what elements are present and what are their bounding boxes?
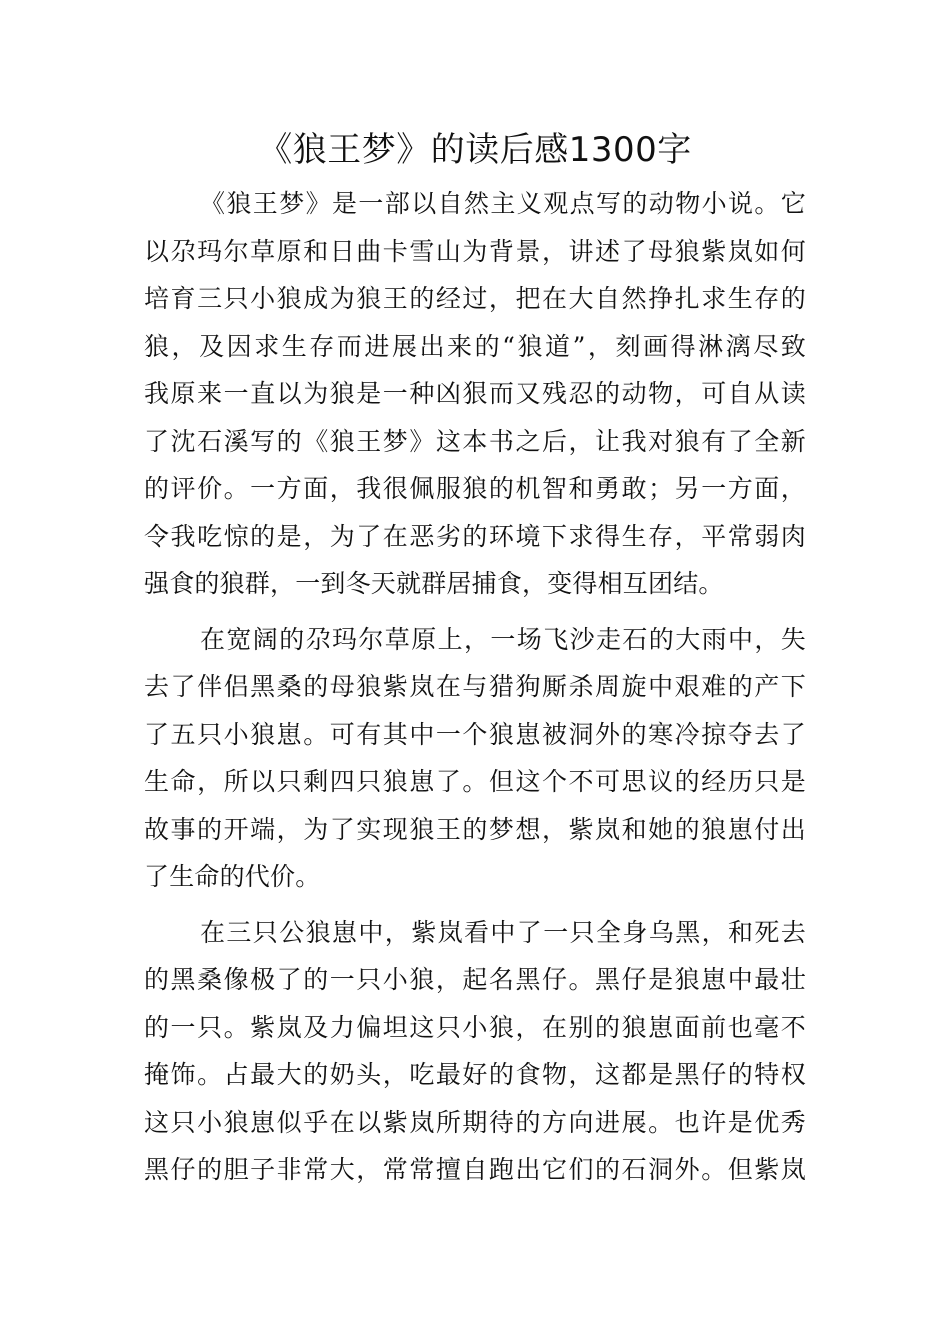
paragraph-1-line-9: 强食的狼群，一到冬天就群居捕食，变得相互团结。 — [144, 569, 724, 598]
document-body — [144, 180, 806, 1194]
paragraph-1-line-5: 我原来一直以为狼是一种凶狠而又残忍的动物，可自从读 — [144, 379, 806, 408]
paragraph-3-line-3: 的一只。紫岚及力偏坦这只小狼，在别的狼崽面前也毫不 — [144, 1012, 806, 1042]
paragraph-3-line-2: 的黑桑像极了的一只小狼，起名黑仔。黑仔是狼崽中最壮 — [144, 965, 806, 994]
paragraph-1-line-8: 令我吃惊的是，为了在恶劣的环境下求得生存，平常弱肉 — [144, 521, 806, 551]
paragraph-2-line-2: 去了伴侣黑桑的母狼紫岚在与猎狗厮杀周旋中艰难的产下 — [144, 672, 806, 701]
paragraph-3-line-6: 黑仔的胆子非常大，常常擅自跑出它们的石洞外。但紫岚 — [144, 1155, 806, 1184]
paragraph-2-line-5: 故事的开端，为了实现狼王的梦想，紫岚和她的狼崽付出 — [144, 814, 806, 844]
paragraph-2-line-6: 了生命的代价。 — [144, 862, 321, 891]
paragraph-3-line-5: 这只小狼崽似乎在以紫岚所期待的方向进展。也许是优秀 — [144, 1107, 806, 1137]
paragraph-1-line-3: 培育三只小狼成为狼王的经过，把在大自然挣扎求生存的 — [144, 284, 806, 313]
paragraph-2-line-1: 在宽阔的尕玛尔草原上，一场飞沙走石的大雨中，失 — [200, 624, 806, 654]
paragraph-3-line-4: 掩饰。占最大的奶头，吃最好的食物，这都是黑仔的特权 — [144, 1060, 806, 1089]
paragraph-spacer — [144, 901, 806, 909]
paragraph-1-line-1: 《狼王梦》是一部以自然主义观点写的动物小说。它 — [200, 189, 806, 218]
paragraph-spacer — [144, 608, 806, 616]
paragraph-2-line-4: 生命，所以只剩四只狼崽了。但这个不可思议的经历只是 — [144, 767, 806, 796]
paragraph-1-line-4: 狼，及因求生存而进展出来的“狼道”，刻画得淋漓尽致 — [144, 331, 806, 361]
paragraph-1-line-6: 了沈石溪写的《狼王梦》这本书之后，让我对狼有了全新 — [144, 426, 806, 456]
paragraph-3-line-1: 在三只公狼崽中，紫岚看中了一只全身乌黑，和死去 — [200, 917, 806, 947]
paragraph-1-line-7: 的评价。一方面，我很佩服狼的机智和勇敢；另一方面， — [144, 474, 806, 503]
document-title: 《狼王梦》的读后感1300字 — [258, 130, 692, 170]
paragraph-2-line-3: 了五只小狼崽。可有其中一个狼崽被洞外的寒冷掠夺去了 — [144, 719, 806, 749]
paragraph-1-line-2: 以尕玛尔草原和日曲卡雪山为背景，讲述了母狼紫岚如何 — [144, 236, 806, 266]
